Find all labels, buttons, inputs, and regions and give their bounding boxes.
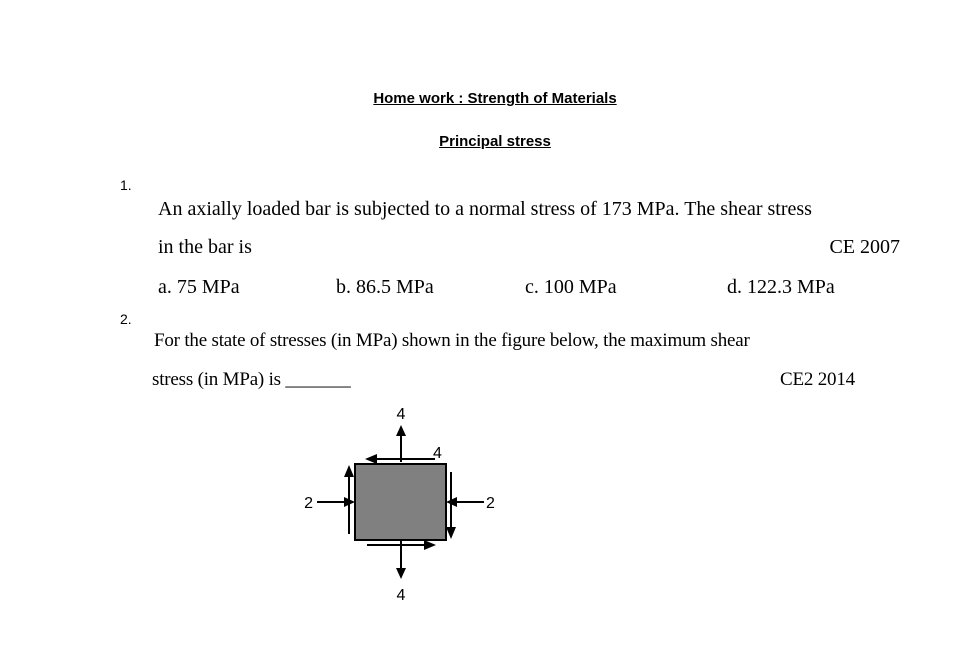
document-subtitle: Principal stress: [439, 133, 551, 150]
shear-stress-label: 4: [433, 445, 442, 462]
question-1-text-line2: in the bar is: [158, 236, 252, 258]
bottom-stress-label: 4: [396, 587, 406, 604]
top-normal-arrow: [396, 425, 406, 462]
question-1-exam-code: CE 2007: [829, 236, 900, 258]
question-2-exam-code: CE2 2014: [780, 369, 855, 390]
question-2-text-line1: For the state of stresses (in MPa) shown in the figure below, the maximum shear: [154, 330, 750, 351]
bottom-normal-arrow: [396, 541, 406, 579]
question-1-option-b: b. 86.5 MPa: [336, 276, 434, 298]
stress-element-figure: [285, 398, 525, 613]
stress-element: [355, 464, 446, 540]
top-stress-label: 4: [396, 406, 406, 423]
left-stress-label: 2: [304, 495, 313, 512]
question-1-option-d: d. 122.3 MPa: [727, 276, 835, 298]
question-1-text-line1: An axially loaded bar is subjected to a normal stress of 173 MPa. The shear stress: [158, 198, 812, 220]
right-stress-label: 2: [486, 495, 495, 512]
document-title: Home work : Strength of Materials: [373, 90, 617, 107]
question-2-text-line2: stress (in MPa) is _______: [152, 369, 351, 390]
question-1-option-c: c. 100 MPa: [525, 276, 617, 298]
question-1-option-a: a. 75 MPa: [158, 276, 240, 298]
question-2-number: 2.: [120, 311, 132, 327]
question-1-number: 1.: [120, 177, 132, 193]
